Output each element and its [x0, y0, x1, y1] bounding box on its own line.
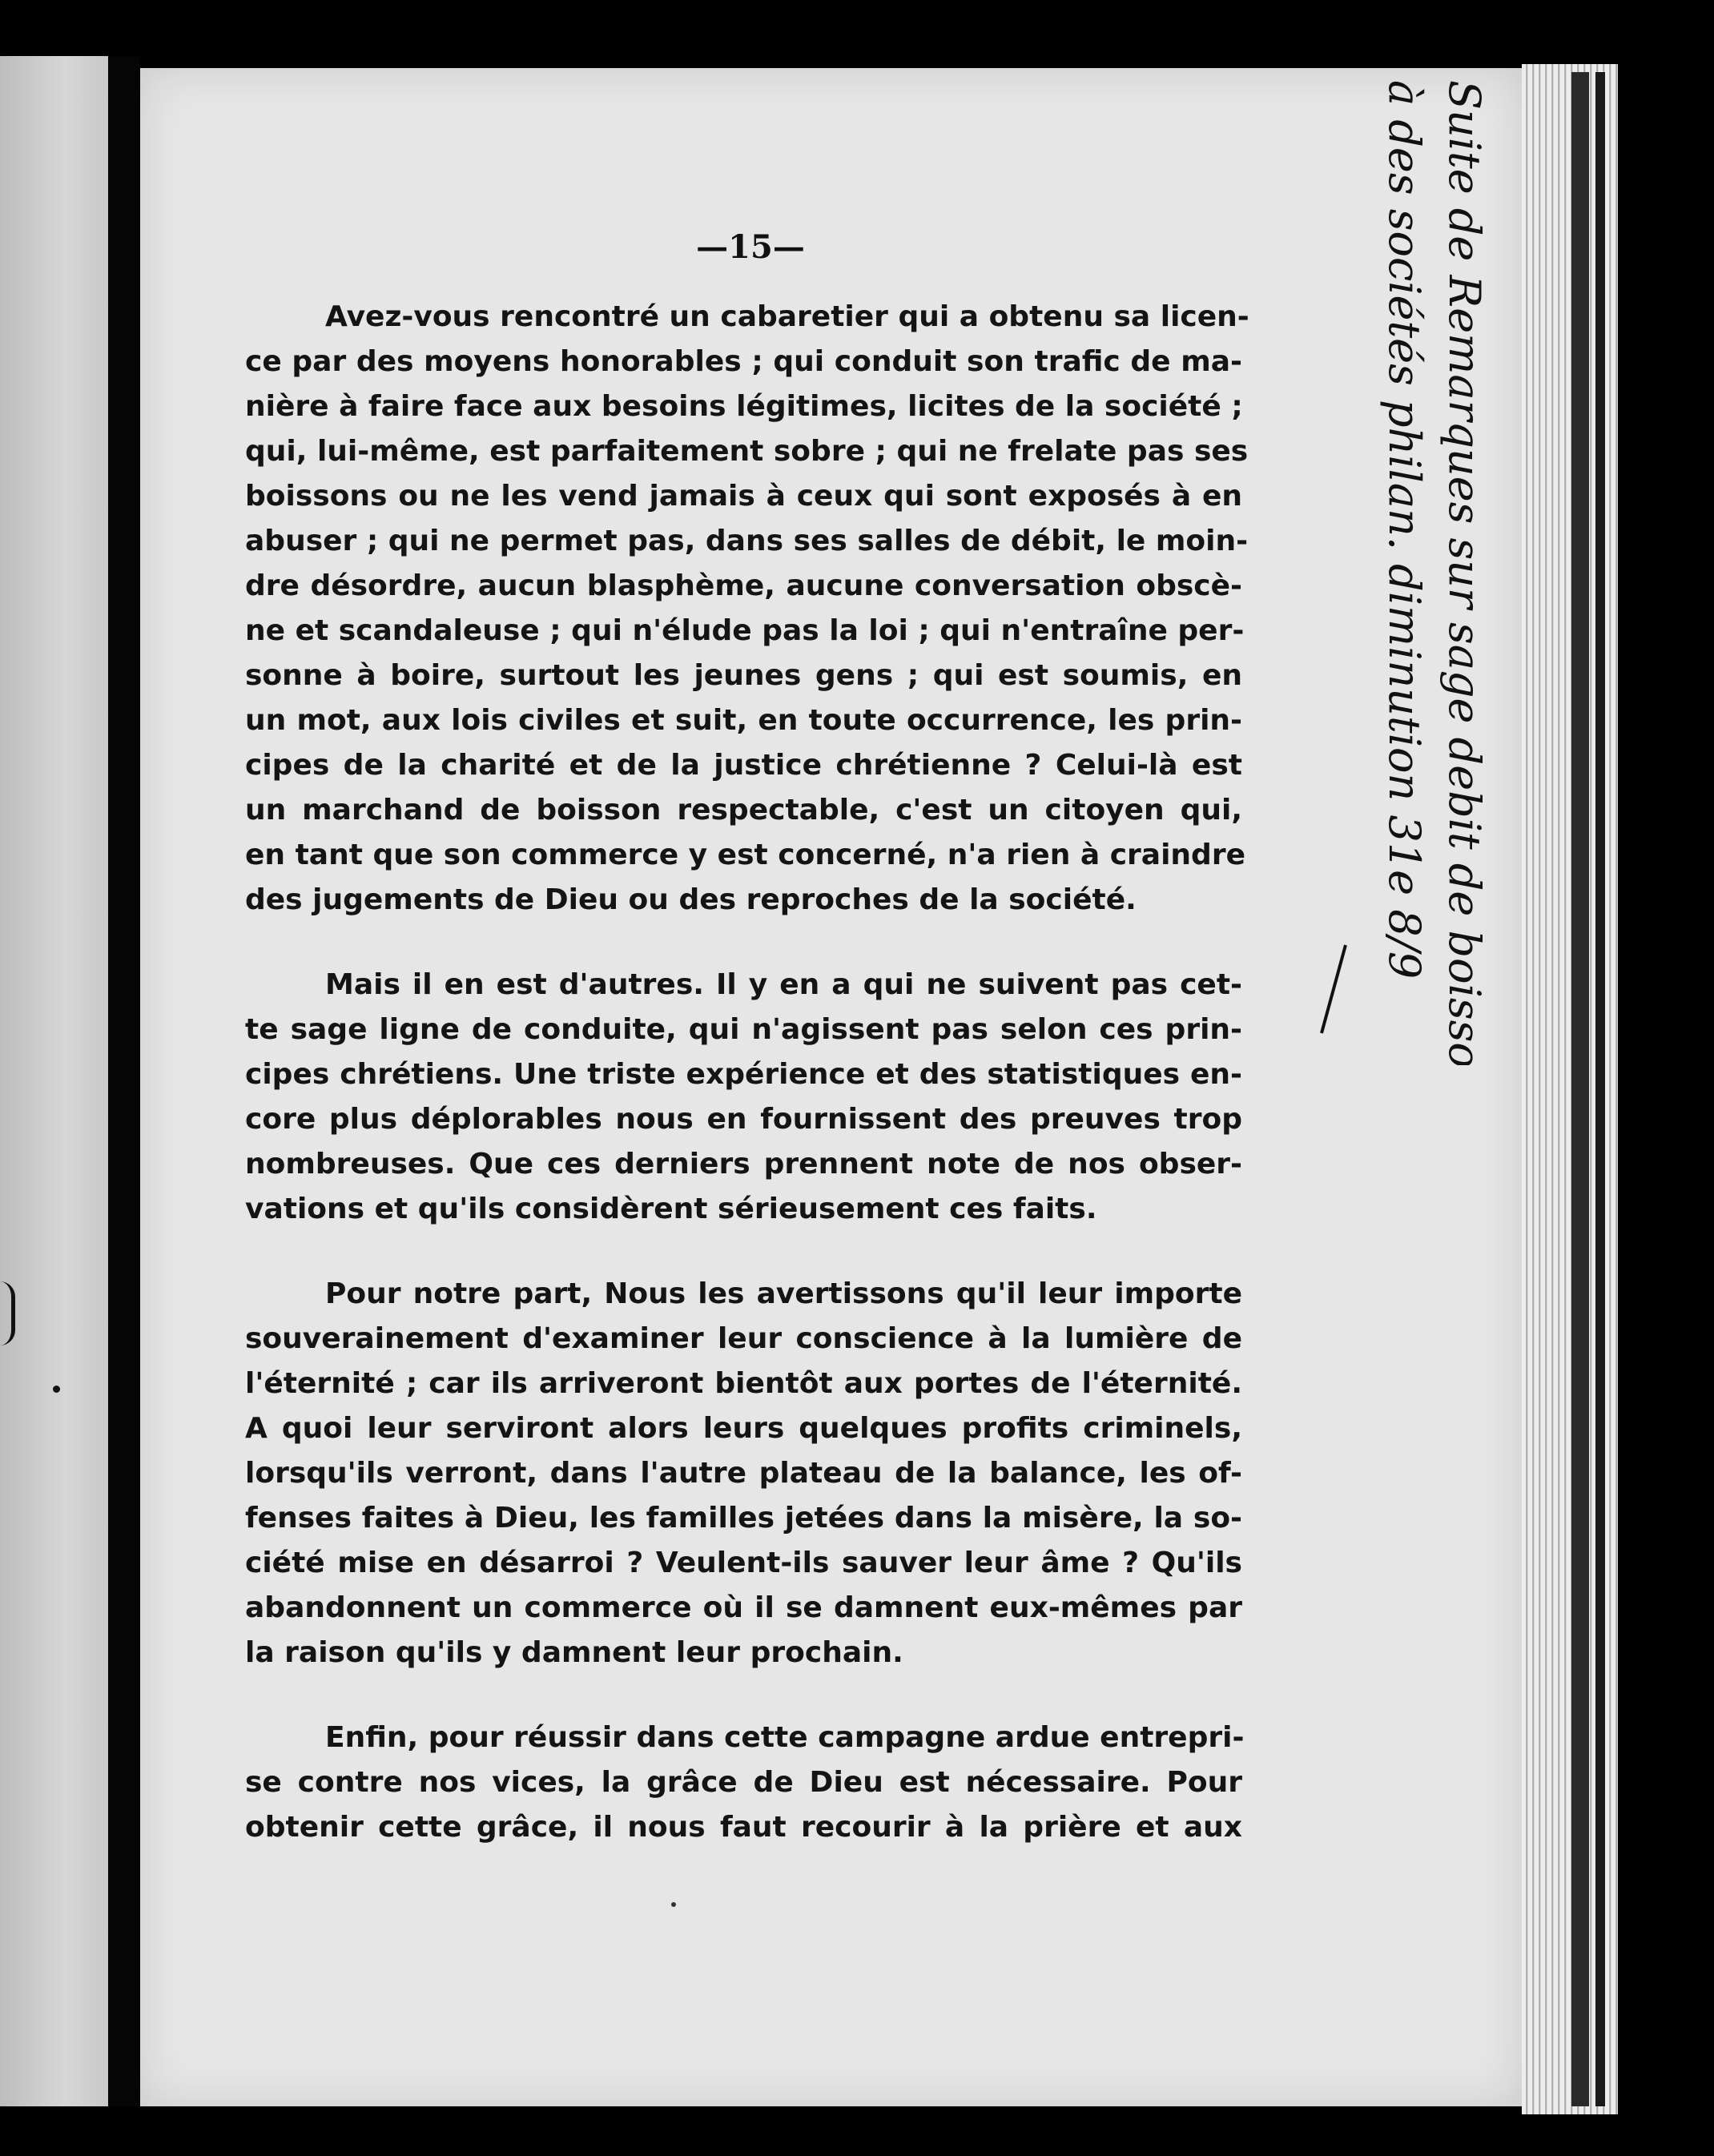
text-line: un mot, aux lois civiles et suit, en toute occurrence, les prin- [245, 704, 1242, 737]
text-line: Mais il en est d'autres. Il y en a qui ne suivent pas cet- [325, 968, 1242, 1001]
text-line: l'éternité ; car ils arriveront bientôt aux portes de l'éternité. [245, 1367, 1242, 1400]
stray-dot [53, 1386, 60, 1393]
text-line: te sage ligne de conduite, qui n'agissent pas selon ces prin- [245, 1013, 1242, 1046]
annotation-line-1: Suite de Remarques sur sage debit de boissons [1439, 80, 1490, 1065]
text-line: boissons ou ne les vend jamais à ceux qui sont exposés à en [245, 480, 1242, 513]
annotation-svg [1314, 72, 1506, 1065]
text-line: qui, lui-même, est parfaitement sobre ; qui ne frelate pas ses [245, 435, 1249, 468]
handwritten-annotation [1314, 72, 1506, 1065]
text-line: lorsqu'ils verront, dans l'autre plateau de la balance, les of- [245, 1457, 1242, 1490]
text-line: ciété mise en désarroi ? Veulent-ils sauver leur âme ? Qu'ils [245, 1547, 1242, 1579]
text-line: Enfin, pour réussir dans cette campagne ardue entrepri- [325, 1721, 1245, 1754]
text-line: se contre nos vices, la grâce de Dieu est nécessaire. Pour [245, 1766, 1242, 1799]
text-line: un marchand de boisson respectable, c'est un citoyen qui, [245, 794, 1242, 827]
text-line: abuser ; qui ne permet pas, dans ses salles de débit, le moin- [245, 525, 1249, 557]
paragraph-2 [245, 963, 1242, 1232]
paragraph-3 [245, 1272, 1242, 1675]
text-line: core plus déplorables nous en fournissent des preuves trop [245, 1103, 1242, 1136]
previous-page-edge [0, 56, 108, 2106]
text-line: nière à faire face aux besoins légitimes, licites de la société ; [245, 390, 1243, 423]
binding-band-outer [1595, 72, 1605, 2106]
text-line: Pour notre part, Nous les avertissons qu'il leur importe [325, 1277, 1242, 1310]
text-line: obtenir cette grâce, il nous faut recourir à la prière et aux [245, 1811, 1242, 1844]
text-line: A quoi leur serviront alors leurs quelques profits criminels, [245, 1412, 1242, 1445]
annotation-slash [1322, 945, 1346, 1033]
book-gutter [108, 56, 140, 2106]
text-line: nombreuses. Que ces derniers prennent note de nos obser- [245, 1148, 1242, 1181]
text-line: cipes chrétiens. Une triste expérience et des statistiques en- [245, 1058, 1242, 1091]
text-line: sonne à boire, surtout les jeunes gens ; qui est soumis, en [245, 659, 1242, 692]
text-line: cipes de la charité et de la justice chrétienne ? Celui-là est [245, 749, 1242, 782]
text-line: fenses faites à Dieu, les familles jetées dans la misère, la so- [245, 1502, 1242, 1535]
stray-mark [0, 1281, 15, 1345]
body-text [245, 295, 1249, 1890]
text-line: souverainement d'examiner leur conscience à la lumière de [245, 1322, 1242, 1355]
page-number: —15— [696, 228, 805, 266]
annotation-line-2: à des sociétés philan. diminution 31e 8/9 [1379, 80, 1430, 979]
paragraph-1 [245, 295, 1249, 923]
text-line: vations et qu'ils considèrent sérieusement ces faits. [245, 1193, 1097, 1225]
page-edges [1522, 64, 1618, 2114]
text-line: ne et scandaleuse ; qui n'élude pas la loi ; qui n'entraîne per- [245, 614, 1245, 647]
text-line: abandonnent un commerce où il se damnent eux-mêmes par [245, 1591, 1242, 1624]
text-line: des jugements de Dieu ou des reproches de la société. [245, 883, 1137, 916]
text-line: ce par des moyens honorables ; qui conduit son trafic de ma- [245, 345, 1242, 378]
text-line: en tant que son commerce y est concerné, n'a rien à craindre [245, 839, 1245, 871]
binding-band [1571, 72, 1589, 2106]
text-line: dre désordre, aucun blasphème, aucune conversation obscè- [245, 569, 1242, 602]
print-speck [671, 1902, 676, 1907]
text-line: Avez-vous rencontré un cabaretier qui a obtenu sa licen- [325, 300, 1249, 333]
text-line: la raison qu'ils y damnent leur prochain. [245, 1636, 903, 1669]
paragraph-4 [245, 1716, 1245, 1850]
